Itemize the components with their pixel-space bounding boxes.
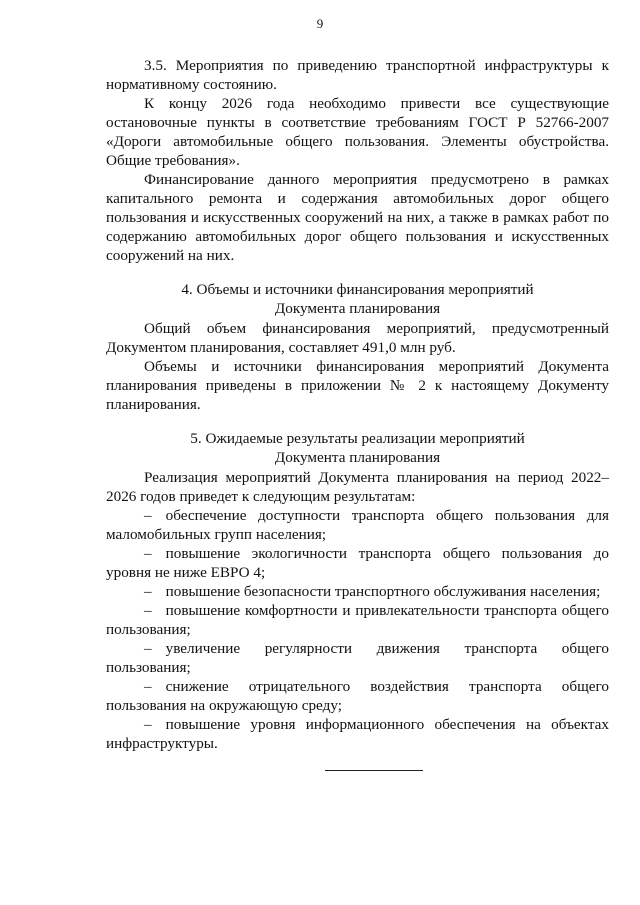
list-dash: – bbox=[144, 602, 152, 619]
section-4-paragraph-1: Общий объем финансирования мероприятий, предусмотренный Документом планирования, составляет 491,0 млн руб. bbox=[106, 320, 609, 356]
section-4-paragraph-2: Объемы и источники финансирования мероприятий Документа планирования приведены в приложении № 2 к настоящему Документу планирования. bbox=[106, 358, 609, 413]
section-4-heading-line-1: 4. Объемы и источники финансирования мероприятий bbox=[181, 281, 534, 298]
list-item bbox=[106, 582, 609, 601]
section-5-heading-line-1: 5. Ожидаемые результаты реализации мероприятий bbox=[190, 430, 525, 447]
section-3-5-title: 3.5. Мероприятия по приведению транспортной инфраструктуры к нормативному состоянию. bbox=[106, 57, 609, 93]
section-5-intro: Реализация мероприятий Документа планирования на период 2022–2026 годов приведет к следующим результатам: bbox=[106, 469, 609, 505]
list-item-text: обеспечение доступности транспорта общего пользования для маломобильных групп населения; bbox=[106, 507, 609, 543]
results-list bbox=[106, 506, 609, 753]
page-number: 9 bbox=[316, 16, 324, 31]
list-item bbox=[106, 601, 609, 639]
list-dash: – bbox=[144, 640, 152, 657]
end-of-text-divider bbox=[325, 770, 423, 771]
section-5-heading-line-2: Документа планирования bbox=[274, 449, 441, 466]
list-dash: – bbox=[144, 507, 152, 524]
list-item bbox=[106, 544, 609, 582]
list-item-text: повышение безопасности транспортного обслуживания населения; bbox=[165, 583, 601, 600]
list-item bbox=[106, 639, 609, 677]
section-3-5-paragraph-2: Финансирование данного мероприятия предусмотрено в рамках капитального ремонта и содержания автомобильных дорог общего пользования и искусственных сооружений на них, а также в рамках работ по содержанию автомобильных дорог общего пользования и искусственных сооружений на них. bbox=[106, 171, 609, 264]
list-item bbox=[106, 677, 609, 715]
list-item-text: повышение экологичности транспорта общего пользования до уровня не ниже ЕВРО 4; bbox=[106, 545, 609, 581]
section-5-heading bbox=[106, 429, 609, 467]
list-item-text: повышение уровня информационного обеспечения на объектах инфраструктуры. bbox=[106, 716, 609, 752]
list-dash: – bbox=[144, 583, 152, 600]
section-4-heading bbox=[106, 280, 609, 318]
list-item bbox=[106, 506, 609, 544]
list-dash: – bbox=[144, 545, 152, 562]
list-item-text: увеличение регулярности движения транспорта общего пользования; bbox=[106, 640, 609, 676]
list-item-text: снижение отрицательного воздействия транспорта общего пользования на окружающую среду; bbox=[106, 678, 609, 714]
section-3-5-paragraph-1: К концу 2026 года необходимо привести все существующие остановочные пункты в соответствие требованиям ГОСТ Р 52766-2007 «Дороги автомобильные общего пользования. Элементы обустройства. Общие требования». bbox=[106, 95, 609, 169]
list-item bbox=[106, 715, 609, 753]
document-body bbox=[106, 56, 609, 771]
section-4-heading-line-2: Документа планирования bbox=[274, 300, 441, 317]
list-item-text: повышение комфортности и привлекательности транспорта общего пользования; bbox=[106, 602, 609, 638]
list-dash: – bbox=[144, 678, 152, 695]
list-dash: – bbox=[144, 716, 152, 733]
